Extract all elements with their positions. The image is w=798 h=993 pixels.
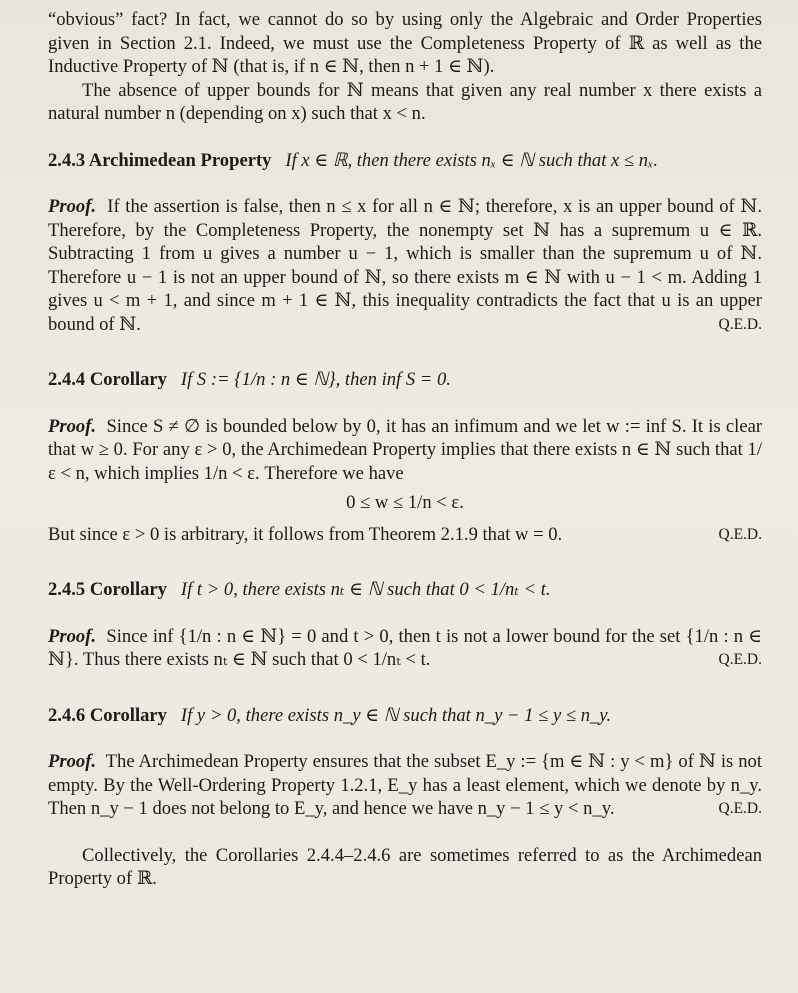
corollary-heading (48, 368, 762, 392)
theorem-statement: If x ∈ ℝ, then there exists nₓ ∈ ℕ such that x ≤ nₓ. (285, 149, 658, 171)
corollary-statement: If S := {1/n : n ∈ ℕ}, then inf S = 0. (180, 369, 451, 390)
corollary-245-block (48, 578, 762, 672)
proof-paragraph (48, 195, 762, 336)
qed-mark: Q.E.D. (718, 651, 762, 668)
qed-mark: Q.E.D. (718, 525, 762, 543)
proof-label: Proof. (48, 625, 97, 647)
corollary-number: 2.4.6 Corollary (48, 704, 167, 726)
qed-mark: Q.E.D. (718, 800, 762, 817)
conclusion-text: But since ε > 0 is arbitrary, it follows from Theorem 2.1.9 that w = 0. (48, 523, 563, 545)
proof-text: If the assertion is false, then n ≤ x for all n ∈ ℕ; therefore, x is an upper bound of ℕ. Therefore, by the Completeness Property, the nonempty set ℕ has a supremum u ∈ ℝ. Subtracting 1 from u gives a number u − 1, which is smaller than the supremum u of ℕ. Therefore u − 1 is not an upper bound of ℕ, so there exists m ∈ ℕ with u − 1 < m. Adding 1 gives u < m + 1, and since m + 1 ∈ ℕ, this inequality contradicts the fact that u is an upper bound of ℕ. (48, 196, 763, 335)
proof-paragraph (48, 750, 762, 821)
corollary-244-block (48, 368, 762, 546)
theorem-number: 2.4.3 Archimedean Property (48, 149, 272, 171)
corollary-statement: If t > 0, there exists nₜ ∈ ℕ such that 0 < 1/nₜ < t. (180, 579, 551, 600)
archimedean-property-block (48, 149, 762, 337)
proof-text: Since inf {1/n : n ∈ ℕ} = 0 and t > 0, then t is not a lower bound for the set {1/n : n ∈ ℕ}. Thus there exists nₜ ∈ ℕ such that 0 < 1/nₜ < t. (48, 625, 762, 670)
qed-mark: Q.E.D. (718, 315, 762, 333)
proof-text: Since S ≠ ∅ is bounded below by 0, it has an infimum and we let w := inf S. It is clear that w ≥ 0. For any ε > 0, the Archimedean Property implies that there exists n ∈ ℕ such that 1/ε < n, which implies 1/n < ε. Therefore we have (48, 415, 763, 484)
proof-conclusion (48, 523, 762, 547)
proof-label: Proof. (48, 751, 97, 772)
corollary-246-block (48, 704, 762, 821)
display-inequality: 0 ≤ w ≤ 1/n < ε. (346, 492, 464, 513)
proof-paragraph (48, 415, 762, 486)
corollary-number: 2.4.4 Corollary (48, 369, 167, 390)
proof-label: Proof. (48, 415, 97, 437)
corollary-heading (48, 704, 762, 728)
closing-paragraph: Collectively, the Corollaries 2.4.4–2.4.6 are sometimes referred to as the Archimedean Property of ℝ. (48, 844, 762, 889)
intro-paragraph-1: “obvious” fact? In fact, we cannot do so by using only the Algebraic and Order Properties given in Section 2.1. Indeed, we must use the Completeness Property of ℝ as well as the Inductive Property of ℕ (that is, if n ∈ ℕ, then n + 1 ∈ ℕ). (48, 9, 762, 77)
corollary-number: 2.4.5 Corollary (48, 579, 167, 600)
proof-text: The Archimedean Property ensures that the subset E_y := {m ∈ ℕ : y < m} of ℕ is not empty. By the Well-Ordering Property 1.2.1, E_y has a least element, which we denote by n_y. Then n_y − 1 does not belong to E_y, and hence we have n_y − 1 ≤ y < n_y. (48, 751, 762, 819)
intro-paragraph-2: The absence of upper bounds for ℕ means that given any real number x there exists a natural number n (depending on x) such that x < n. (48, 79, 762, 124)
proof-label: Proof. (48, 196, 97, 217)
corollary-heading (48, 578, 762, 602)
corollary-statement: If y > 0, there exists n_y ∈ ℕ such that n_y − 1 ≤ y ≤ n_y. (180, 704, 612, 726)
theorem-heading (48, 149, 762, 173)
proof-paragraph (48, 625, 762, 672)
